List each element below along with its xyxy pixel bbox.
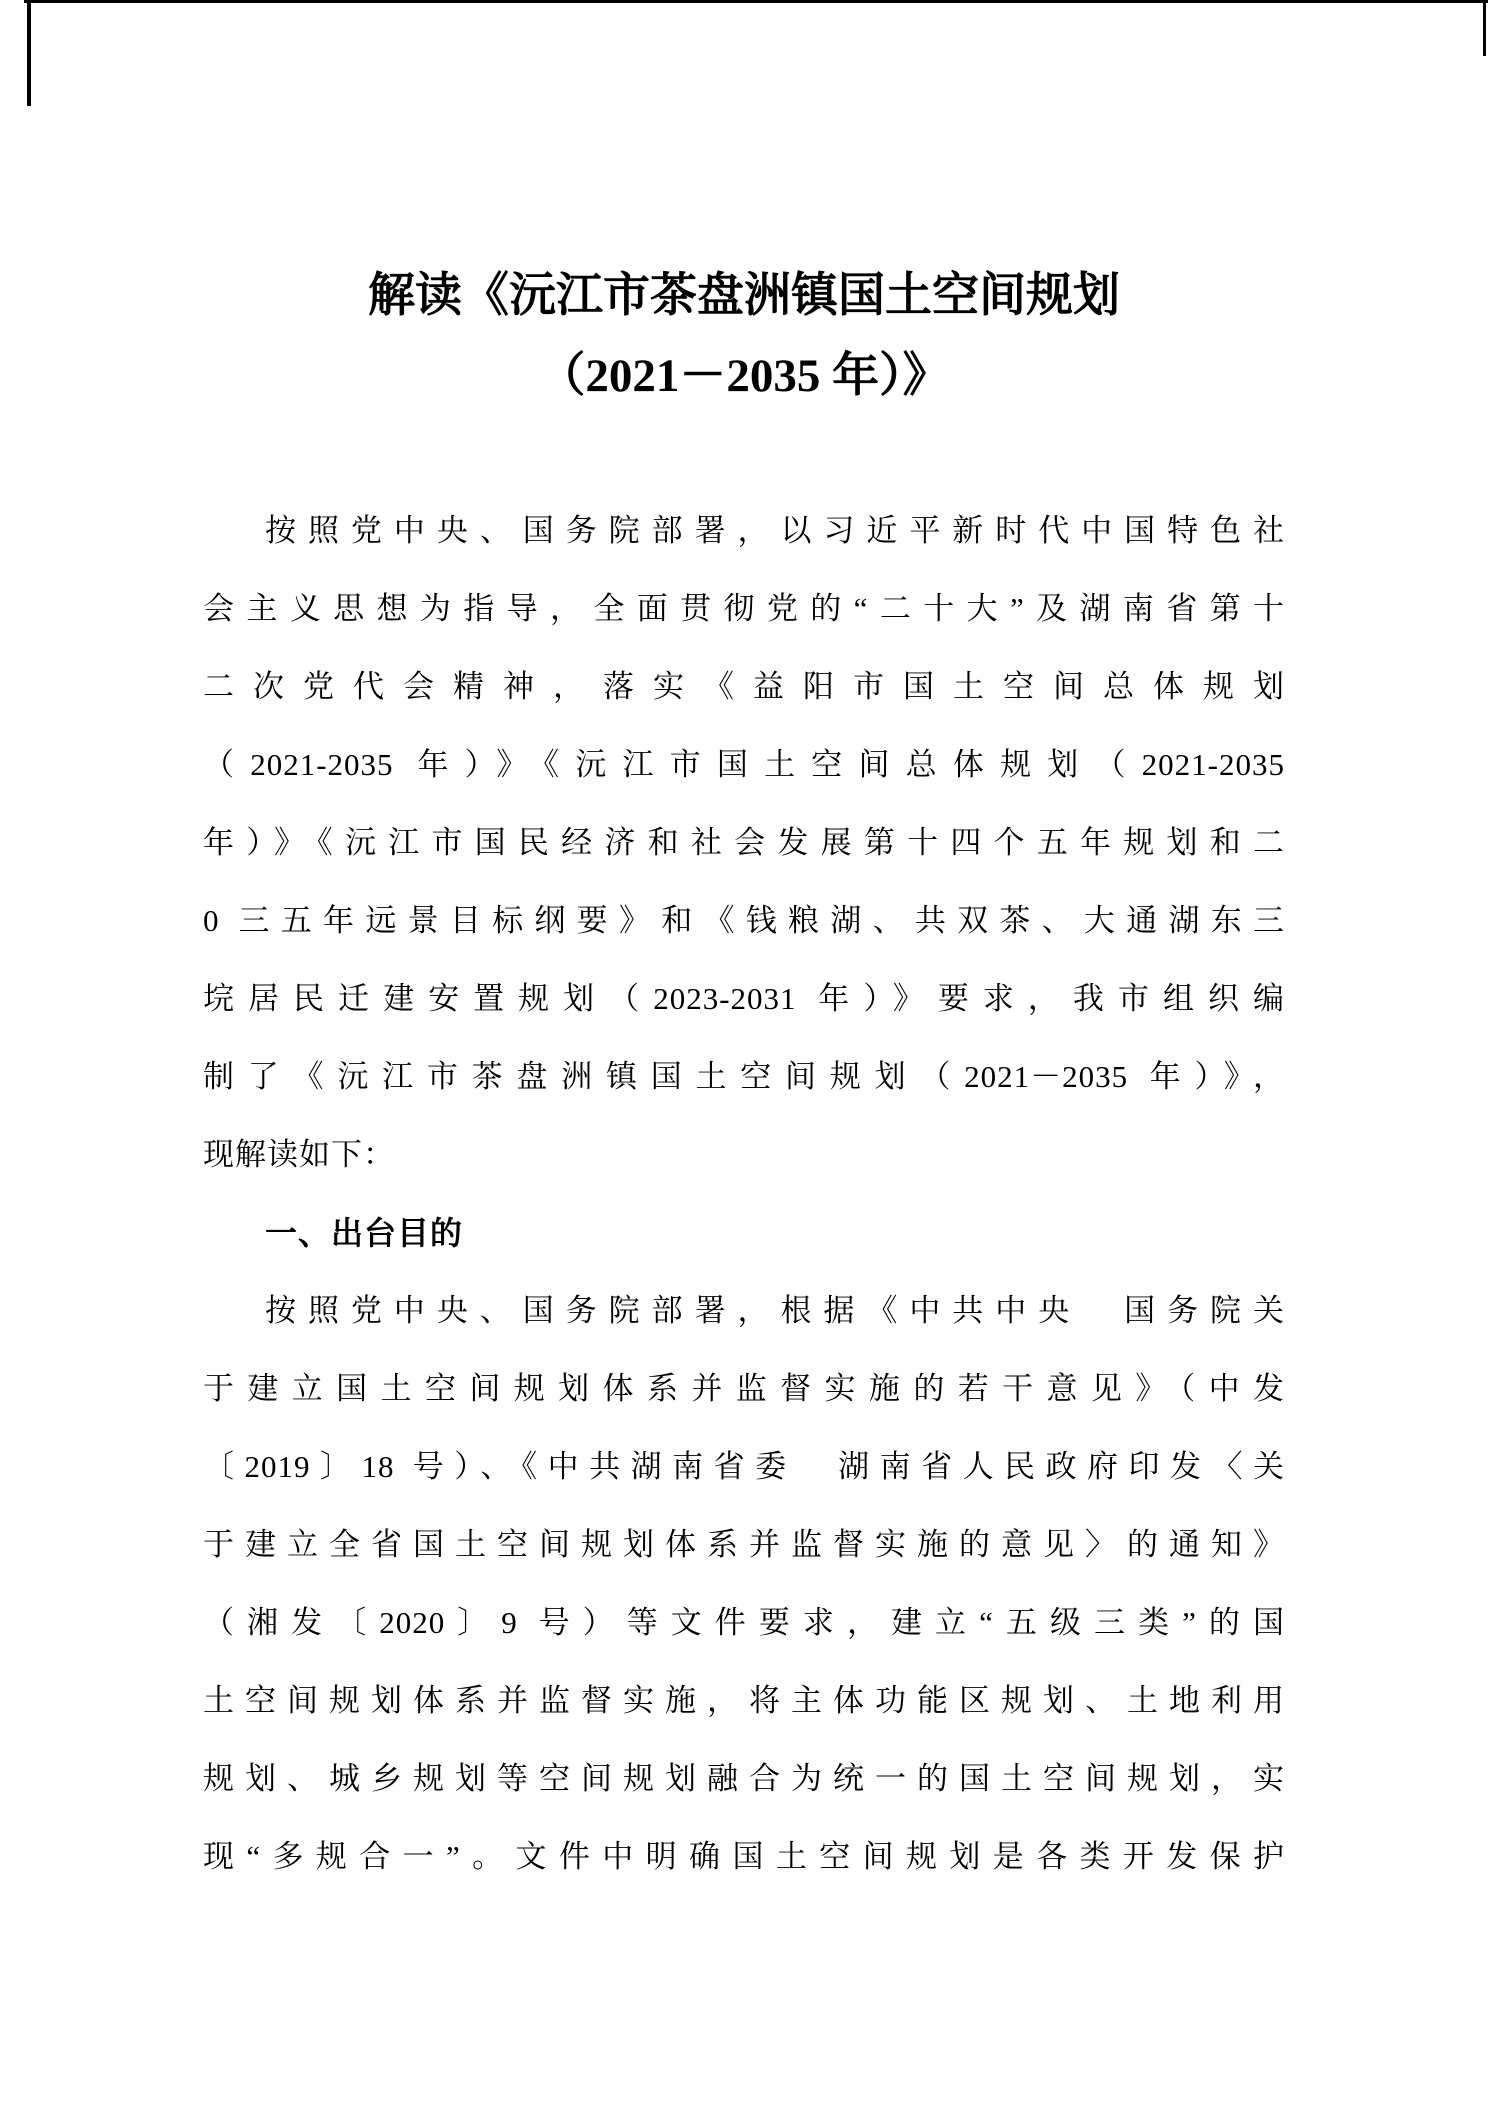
paragraph1-line1: 按照党中央、国务院部署，以习近平新时代中国特色社 (265, 513, 1285, 548)
scan-artifact-top-edge (24, 0, 1488, 3)
paragraph2-line4: 于建立全省国土空间规划体系并监督实施的意见〉的通知》 (203, 1527, 1285, 1562)
document-title-line1: 解读《沅江市茶盘洲镇国土空间规划 (368, 270, 1120, 322)
paragraph1-line9: 现解读如下： (203, 1137, 395, 1172)
paragraph2-line3: 〔2019〕18 号）、《中共湖南省委 湖南省人民政府印发〈关 (203, 1449, 1285, 1484)
paragraph1-line6: 0 三五年远景目标纲要》和《钱粮湖、共双茶、大通湖东三 (203, 903, 1285, 938)
paragraph1-line8: 制了《沅江市茶盘洲镇国土空间规划（2021－2035 年）》， (203, 1059, 1285, 1094)
paragraph2-line5: （湘发〔2020〕9 号）等文件要求，建立“五级三类”的国 (203, 1605, 1285, 1640)
document-body (203, 492, 1285, 1896)
paragraph2-line1: 按照党中央、国务院部署，根据《中共中央 国务院关 (265, 1293, 1285, 1328)
scan-artifact-right-edge (1483, 0, 1486, 56)
section-heading-purpose: 一、出台目的 (265, 1215, 464, 1251)
paragraph2-line8: 现“多规合一”。文件中明确国土空间规划是各类开发保护 (203, 1839, 1285, 1874)
paragraph2-line2: 于建立国土空间规划体系并监督实施的若干意见》（中发 (203, 1371, 1285, 1406)
document-title (203, 256, 1285, 416)
paragraph1-line4: （2021-2035 年）》《沅江市国土空间总体规划（2021-2035 (203, 747, 1285, 782)
paragraph2-line6: 土空间规划体系并监督实施，将主体功能区规划、土地利用 (203, 1683, 1285, 1718)
paragraph1-line5: 年）》《沅江市国民经济和社会发展第十四个五年规划和二 (203, 825, 1285, 860)
paragraph1-line2: 会主义思想为指导，全面贯彻党的“二十大”及湖南省第十 (203, 591, 1285, 626)
paragraph2-line7: 规划、城乡规划等空间规划融合为统一的国土空间规划，实 (203, 1761, 1285, 1796)
document-title-line2: （2021－2035 年）》 (538, 350, 950, 402)
scan-artifact-left-edge (27, 0, 31, 106)
paragraph1-line7: 垸居民迁建安置规划（2023-2031 年）》要求，我市组织编 (203, 981, 1285, 1016)
paragraph1-line3: 二次党代会精神，落实《益阳市国土空间总体规划 (203, 669, 1285, 704)
